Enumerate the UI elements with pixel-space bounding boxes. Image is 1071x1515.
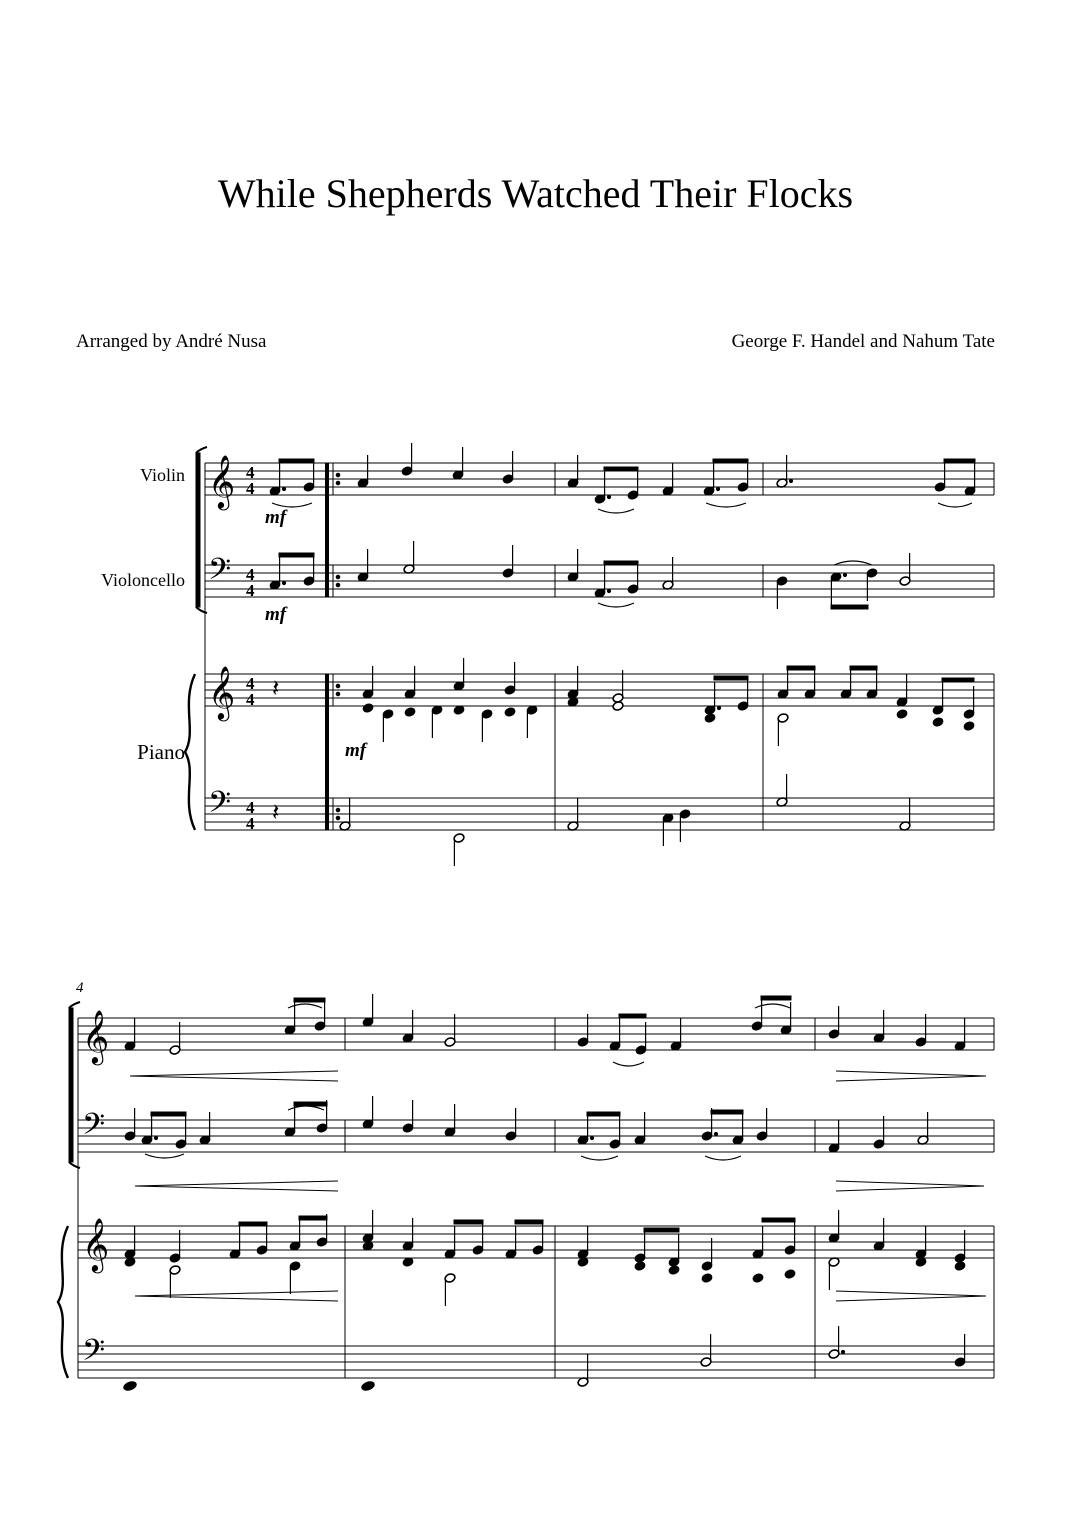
- repeat-dot: [336, 692, 340, 696]
- decrescendo-hairpin: [836, 1181, 984, 1186]
- note-head: [634, 1261, 646, 1272]
- note-head: [963, 721, 975, 732]
- beam: [294, 1102, 327, 1106]
- augmentation-dot: [843, 573, 846, 576]
- note-head: [701, 1273, 713, 1284]
- beam: [299, 1216, 327, 1220]
- note-head: [362, 703, 374, 714]
- treble-clef: 𝄞: [208, 665, 236, 719]
- piano-brace: [185, 674, 195, 830]
- augmentation-dot: [789, 479, 792, 482]
- piano-label: Piano: [137, 740, 185, 764]
- note-head: [361, 1380, 376, 1392]
- augmentation-dot: [841, 1350, 844, 1353]
- decrescendo-hairpin: [836, 1076, 986, 1081]
- dynamic-marking: mf: [265, 507, 287, 528]
- beam: [279, 459, 314, 463]
- augmentation-dot: [590, 1136, 593, 1139]
- beam: [454, 1220, 483, 1224]
- treble-clef: 𝄞: [82, 1009, 110, 1063]
- bass-clef: 𝄢: [82, 1334, 106, 1375]
- slur: [705, 1156, 741, 1160]
- time-signature-bottom: 4: [246, 690, 255, 709]
- arranger-credit: Arranged by André Nusa: [76, 331, 267, 352]
- time-signature-top: 4: [246, 565, 255, 584]
- augmentation-dot: [282, 487, 285, 490]
- repeat-dot: [336, 473, 340, 477]
- score-title: While Shepherds Watched Their Flocks: [217, 171, 854, 216]
- note-head: [123, 1380, 138, 1392]
- beam: [787, 666, 815, 670]
- repeat-dot: [336, 684, 340, 688]
- beam: [713, 459, 748, 463]
- beam: [714, 676, 748, 680]
- cello-label: Violoncello: [101, 570, 185, 590]
- note-head: [612, 701, 624, 712]
- group-bracket: [69, 1008, 73, 1162]
- beam: [587, 1112, 620, 1116]
- crescendo-hairpin: [135, 1296, 338, 1301]
- beam: [239, 1222, 267, 1226]
- augmentation-dot: [717, 706, 720, 709]
- slur: [938, 503, 972, 507]
- augmentation-dot: [282, 581, 285, 584]
- beam: [604, 467, 638, 471]
- bass-clef: 𝄢: [208, 786, 232, 827]
- note-head: [752, 1273, 764, 1284]
- crescendo-hairpin: [135, 1291, 338, 1296]
- augmentation-dot: [714, 1132, 717, 1135]
- note-head: [954, 1261, 966, 1272]
- beam: [515, 1220, 543, 1224]
- quarter-rest: 𝄽: [272, 674, 280, 702]
- group-bracket: [196, 453, 200, 607]
- beam: [942, 678, 974, 682]
- decrescendo-hairpin: [836, 1186, 984, 1191]
- bracket-hook: [196, 447, 207, 453]
- time-signature-top: 4: [246, 798, 255, 817]
- beam: [619, 1014, 646, 1018]
- slur: [755, 1004, 790, 1008]
- slur: [706, 503, 746, 507]
- beam: [711, 1110, 743, 1114]
- time-signature-bottom: 4: [246, 581, 255, 600]
- slur: [288, 1106, 324, 1110]
- note-head: [504, 707, 516, 718]
- beam: [604, 561, 638, 565]
- beam: [644, 1228, 679, 1232]
- violin-label: Violin: [140, 465, 185, 485]
- beam: [762, 1218, 795, 1222]
- repeat-dot: [336, 575, 340, 579]
- bass-clef: 𝄢: [208, 553, 232, 594]
- treble-clef: 𝄞: [82, 1217, 110, 1271]
- augmentation-dot: [154, 1136, 157, 1139]
- decrescendo-hairpin: [836, 1291, 986, 1296]
- note-head: [932, 717, 944, 728]
- repeat-dot: [336, 481, 340, 485]
- measure-number: 4: [76, 980, 84, 996]
- beam: [850, 666, 877, 670]
- slur: [288, 1004, 322, 1008]
- crescendo-hairpin: [130, 1071, 338, 1076]
- time-signature-bottom: 4: [246, 814, 255, 833]
- slur: [145, 1154, 184, 1158]
- crescendo-hairpin: [135, 1186, 338, 1191]
- note-head: [784, 1269, 796, 1280]
- time-signature-bottom: 4: [246, 479, 255, 498]
- note-head: [896, 709, 908, 720]
- dynamic-marking: mf: [345, 740, 367, 761]
- treble-clef: 𝄞: [208, 454, 236, 508]
- note-head: [668, 1265, 680, 1276]
- repeat-dot: [336, 816, 340, 820]
- time-signature-top: 4: [246, 674, 255, 693]
- crescendo-hairpin: [135, 1181, 338, 1186]
- repeat-dot: [336, 808, 340, 812]
- beam: [944, 459, 975, 463]
- dynamic-marking: mf: [265, 604, 287, 625]
- note-head: [404, 707, 416, 718]
- augmentation-dot: [607, 495, 610, 498]
- decrescendo-hairpin: [836, 1071, 986, 1076]
- composer-credit: George F. Handel and Nahum Tate: [731, 331, 995, 352]
- slur: [834, 561, 872, 565]
- note-head: [704, 713, 716, 724]
- slur: [581, 1156, 618, 1160]
- bracket-hook: [69, 1002, 80, 1008]
- beam: [151, 1112, 186, 1116]
- decrescendo-hairpin: [836, 1296, 986, 1301]
- repeat-dot: [336, 583, 340, 587]
- beam: [294, 998, 325, 1002]
- beam: [831, 605, 868, 609]
- bass-clef: 𝄢: [82, 1108, 106, 1149]
- slur: [613, 1062, 644, 1066]
- augmentation-dot: [716, 487, 719, 490]
- slur: [598, 603, 634, 607]
- augmentation-dot: [607, 589, 610, 592]
- crescendo-hairpin: [130, 1076, 338, 1081]
- beam: [279, 553, 314, 557]
- beam: [761, 996, 791, 1000]
- slur: [598, 509, 634, 513]
- piano-brace: [58, 1226, 68, 1378]
- time-signature-top: 4: [246, 463, 255, 482]
- quarter-rest: 𝄽: [272, 798, 280, 826]
